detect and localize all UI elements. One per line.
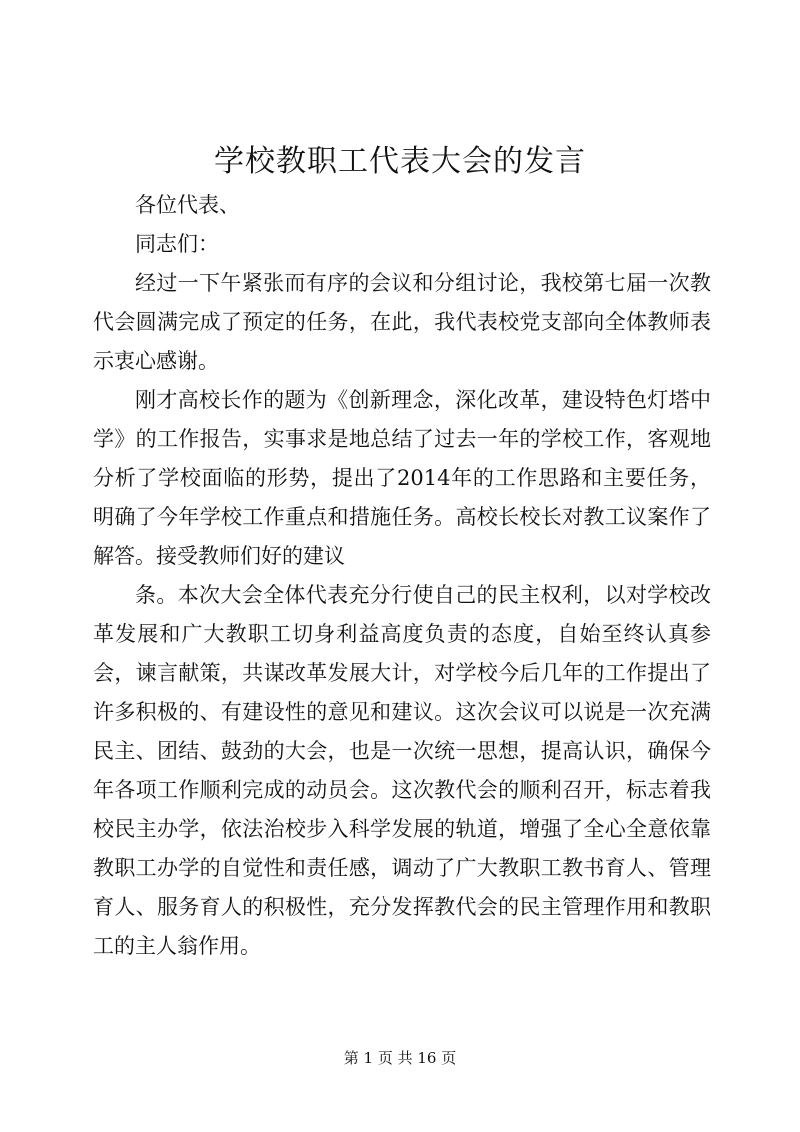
- body-paragraph: 刚才高校长作的题为《创新理念，深化改革，建设特色灯塔中学》的工作报告，实事求是地总结了过去一年的学校工作，客观地分析了学校面临的形势，提出了2014年的工作思路和主要任务，明确了今年学校工作重点和措施任务。高校长校长对教工议案作了解答。接受教师们好的建议: [93, 388, 711, 568]
- salutation-line: 同志们：: [135, 232, 219, 256]
- body-paragraph: 经过一下午紧张而有序的会议和分组讨论，我校第七届一次教代会圆满完成了预定的任务，在此，我代表校党支部向全体教师表示衷心感谢。: [93, 271, 711, 373]
- salutation-line: 各位代表、: [135, 193, 240, 217]
- document-body: [93, 186, 711, 966]
- body-paragraph: 条。本次大会全体代表充分行使自己的民主权利，以对学校改革发展和广大教职工切身利益高度负责的态度，自始至终认真参会，谏言献策，共谋改革发展大计，对学校今后几年的工作提出了许多积极的、有建设性的意见和建议。这次会议可以说是一次充满民主、团结、鼓劲的大会，也是一次统一思想，提高认识，确保今年各项工作顺利完成的动员会。这次教代会的顺利召开，标志着我校民主办学，依法治校步入科学发展的轨道，增强了全心全意依靠教职工办学的自觉性和责任感，调动了广大教职工教书育人、管理育人、服务育人的积极性，充分发挥教代会的民主管理作用和教职工的主人翁作用。: [93, 583, 711, 958]
- page-footer: 第 1 页 共 16 页: [343, 1049, 457, 1067]
- page-title: 学校教职工代表大会的发言: [214, 144, 586, 179]
